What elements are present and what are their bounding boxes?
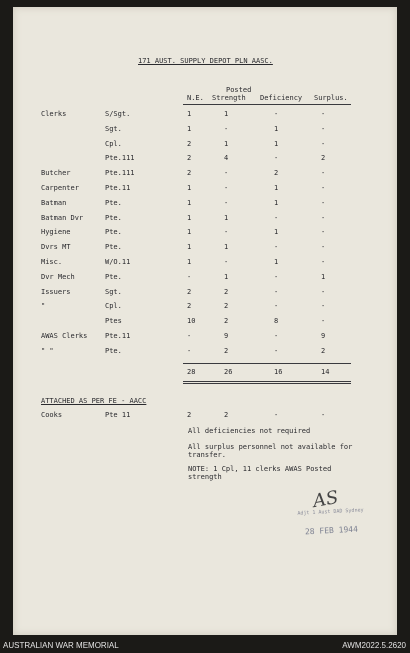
header-posted-strength: Strength [212, 94, 246, 102]
row-deficiency: 8 [274, 317, 279, 326]
total-surplus: 14 [321, 368, 330, 376]
stamp-date: 28 FEB 1944 [304, 524, 359, 537]
row-name: Misc. [41, 258, 63, 266]
row-ne: 1 [187, 213, 192, 222]
row-deficiency: 1 [274, 139, 279, 148]
row-name: Clerks [41, 110, 67, 118]
row-deficiency: - [274, 243, 279, 252]
row-name: Butcher [41, 169, 71, 178]
row-posted: - [224, 169, 229, 178]
row-ne: 1 [187, 124, 192, 133]
row-ne: 10 [187, 317, 196, 326]
attached-row [13, 411, 397, 422]
row-posted: 2 [224, 302, 229, 311]
table-row [13, 140, 397, 151]
row-ne: - [187, 272, 192, 281]
row-ne: 2 [187, 169, 192, 178]
table-row [13, 302, 397, 313]
row-posted: 1 [224, 139, 229, 148]
row-posted: 4 [224, 154, 229, 163]
attached-posted: 2 [224, 411, 229, 419]
table-row [13, 332, 397, 343]
table-row [13, 169, 397, 180]
totals-rule-bottom [183, 381, 351, 382]
row-surplus: - [321, 317, 326, 326]
row-ne: 1 [187, 228, 192, 237]
signature-mark: AS [311, 486, 340, 513]
row-posted: 1 [224, 213, 229, 222]
row-ne: 1 [187, 243, 192, 252]
attached-rank: Pte 11 [105, 411, 131, 419]
row-rank: Sgt. [105, 124, 122, 133]
row-surplus: - [321, 169, 326, 178]
row-rank: S/Sgt. [105, 110, 131, 118]
note-surplus: All surplus personnel not available for transfer. [188, 443, 353, 459]
row-deficiency: - [274, 272, 279, 281]
row-posted: 1 [224, 243, 229, 252]
row-deficiency: 1 [274, 184, 279, 192]
row-rank: Pte. [105, 272, 122, 281]
table-row [13, 273, 397, 284]
total-posted: 26 [224, 368, 233, 376]
row-surplus: - [321, 258, 326, 266]
row-name: Issuers [41, 287, 71, 296]
row-name: Dvrs MT [41, 243, 71, 252]
row-rank: Ptes [105, 317, 122, 326]
row-posted: 2 [224, 317, 229, 326]
row-name: " [41, 302, 46, 311]
row-rank: Sgt. [105, 287, 122, 296]
row-rank: W/O.11 [105, 258, 131, 266]
row-surplus: 2 [321, 154, 326, 163]
row-ne: 2 [187, 287, 192, 296]
row-deficiency: - [274, 302, 279, 311]
total-deficiency: 16 [274, 368, 283, 376]
attached-name: Cooks [41, 411, 63, 419]
table-row [13, 110, 397, 121]
table-row [13, 228, 397, 239]
row-rank: Cpl. [105, 139, 122, 148]
row-posted: 2 [224, 346, 229, 355]
row-ne: 2 [187, 139, 192, 148]
row-deficiency: 1 [274, 258, 279, 266]
row-surplus: - [321, 110, 326, 118]
row-rank: Pte.111 [105, 154, 135, 163]
row-surplus: - [321, 184, 326, 192]
row-surplus: 1 [321, 272, 326, 281]
row-rank: Cpl. [105, 302, 122, 311]
header-posted-top: Posted [226, 86, 252, 94]
row-name: Batman [41, 198, 67, 207]
row-surplus: - [321, 198, 326, 207]
row-posted: 1 [224, 272, 229, 281]
row-deficiency: - [274, 110, 279, 118]
table-row [13, 243, 397, 254]
table-row [13, 214, 397, 225]
table-row [13, 347, 397, 358]
document-page [13, 7, 397, 635]
row-rank: Pte. [105, 213, 122, 222]
row-ne: - [187, 332, 192, 340]
row-rank: Pte. [105, 228, 122, 237]
row-deficiency: - [274, 346, 279, 355]
totals-rule-double [183, 383, 351, 384]
row-deficiency: 1 [274, 198, 279, 207]
row-surplus: - [321, 287, 326, 296]
row-deficiency: 1 [274, 228, 279, 237]
row-posted: - [224, 184, 229, 192]
row-name: Hygiene [41, 228, 71, 237]
row-deficiency: - [274, 287, 279, 296]
attached-ne: 2 [187, 411, 192, 419]
header-underline [183, 104, 351, 105]
row-posted: - [224, 124, 229, 133]
row-posted: - [224, 258, 229, 266]
row-ne: 1 [187, 258, 192, 266]
row-surplus: 9 [321, 332, 326, 340]
header-deficiency: Deficiency [260, 94, 303, 102]
stamp-text: Adjt 1 Aust DAD Sydney [297, 507, 364, 517]
row-ne: 1 [187, 110, 192, 118]
row-deficiency: - [274, 332, 279, 340]
row-posted: 9 [224, 332, 229, 340]
note-deficiencies: All deficiencies not required [188, 427, 311, 435]
totals-rule-top [183, 363, 351, 364]
row-surplus: - [321, 228, 326, 237]
attached-title: ATTACHED AS PER FE - AACC [41, 397, 147, 405]
row-rank: Pte. [105, 243, 122, 252]
table-row [13, 317, 397, 328]
header-surplus: Surplus. [314, 94, 348, 102]
row-ne: 2 [187, 302, 192, 311]
table-row [13, 184, 397, 195]
row-rank: Pte. [105, 346, 122, 355]
received-stamp [284, 507, 377, 538]
row-name: Carpenter [41, 184, 79, 192]
row-name: AWAS Clerks [41, 332, 88, 340]
row-surplus: - [321, 124, 326, 133]
attached-deficiency: - [274, 411, 279, 419]
row-posted: 2 [224, 287, 229, 296]
row-surplus: - [321, 243, 326, 252]
row-deficiency: 2 [274, 169, 279, 178]
row-surplus: - [321, 213, 326, 222]
row-ne: 1 [187, 184, 192, 192]
table-row [13, 258, 397, 269]
row-rank: Pte.11 [105, 332, 131, 340]
attached-surplus: - [321, 411, 326, 419]
footer-institution: AUSTRALIAN WAR MEMORIAL [3, 641, 119, 650]
table-row [13, 288, 397, 299]
totals-row [13, 368, 397, 379]
row-rank: Pte.111 [105, 169, 135, 178]
table-row [13, 154, 397, 165]
row-surplus: - [321, 302, 326, 311]
row-surplus: - [321, 139, 326, 148]
row-name: " " [41, 346, 54, 355]
row-name: Dvr Mech [41, 272, 75, 281]
row-deficiency: - [274, 213, 279, 222]
row-deficiency: 1 [274, 124, 279, 133]
note-awas: NOTE: 1 Cpl, 11 clerks AWAS Posted strength [188, 465, 332, 481]
table-row [13, 199, 397, 210]
row-posted: 1 [224, 110, 229, 118]
row-name: Batman Dvr [41, 213, 84, 222]
row-surplus: 2 [321, 346, 326, 355]
row-deficiency: - [274, 154, 279, 163]
row-ne: - [187, 346, 192, 355]
row-ne: 1 [187, 198, 192, 207]
table-row [13, 125, 397, 136]
row-rank: Pte. [105, 198, 122, 207]
total-ne: 28 [187, 368, 196, 376]
document-title: 171 AUST. SUPPLY DEPOT PLN AASC. [138, 57, 273, 65]
row-rank: Pte.11 [105, 184, 131, 192]
row-posted: - [224, 198, 229, 207]
row-ne: 2 [187, 154, 192, 163]
row-posted: - [224, 228, 229, 237]
header-ne: N.E. [187, 94, 204, 102]
footer-accession-number: AWM2022.5.2620 [342, 641, 406, 650]
